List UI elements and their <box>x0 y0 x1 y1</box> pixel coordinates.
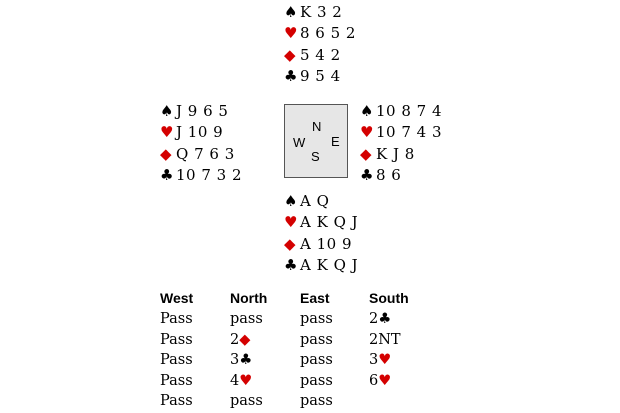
heart-icon: ♥ <box>378 352 392 368</box>
diamond-icon: ◆ <box>284 234 297 253</box>
east-hand <box>360 101 442 186</box>
diamond-icon: ◆ <box>160 144 173 163</box>
spade-icon: ♠ <box>360 102 374 120</box>
club-icon: ♣ <box>284 255 298 274</box>
east-spades: 10 8 7 4 <box>376 102 443 120</box>
spade-icon: ♠ <box>284 192 298 210</box>
bid-text: Pass <box>160 393 193 409</box>
west-clubs: 10 7 3 2 <box>176 165 243 184</box>
east-hearts: 10 7 4 3 <box>376 123 443 142</box>
south-clubs: A K Q J <box>300 255 359 274</box>
south-hand <box>284 191 358 276</box>
bid-text: pass <box>300 311 333 327</box>
header-north: North <box>230 290 268 306</box>
bid-text: Pass <box>160 372 193 389</box>
spade-icon: ♠ <box>160 102 174 120</box>
heart-icon: ♥ <box>160 123 174 142</box>
north-hand <box>284 2 356 87</box>
bid-west <box>160 332 193 348</box>
bid-south <box>369 352 391 368</box>
bid-north <box>230 332 250 348</box>
bid-east <box>300 373 333 389</box>
bid-text: 4 <box>230 372 240 389</box>
club-icon: ♣ <box>360 165 374 184</box>
bid-text: Pass <box>160 331 193 348</box>
compass-west: W <box>293 135 306 150</box>
bid-east <box>300 393 333 409</box>
diamond-icon: ◆ <box>239 331 251 348</box>
heart-icon: ♥ <box>378 372 392 389</box>
west-spades: J 9 6 5 <box>176 102 229 120</box>
bid-north <box>230 373 252 389</box>
header-east: East <box>300 290 330 306</box>
south-hearts: A K Q J <box>300 213 359 232</box>
north-diamonds: 5 4 2 <box>300 45 341 64</box>
bid-west <box>160 373 193 389</box>
south-spades: A Q <box>300 192 330 210</box>
bid-east <box>300 311 333 327</box>
bid-text: Pass <box>160 352 193 368</box>
bid-text: pass <box>300 331 333 348</box>
bid-south <box>369 332 401 348</box>
bid-text: pass <box>300 352 333 368</box>
bid-east <box>300 332 333 348</box>
heart-icon: ♥ <box>284 24 298 43</box>
header-south: South <box>369 290 409 306</box>
bid-west <box>160 393 193 409</box>
north-clubs: 9 5 4 <box>300 66 341 85</box>
west-hearts: J 10 9 <box>176 123 224 142</box>
north-spades: K 3 2 <box>300 3 343 21</box>
north-hearts: 8 6 5 2 <box>300 24 356 43</box>
bid-text: 2NT <box>369 331 401 348</box>
east-diamonds: K J 8 <box>376 144 415 163</box>
bid-text: pass <box>300 372 333 389</box>
club-icon: ♣ <box>239 352 253 368</box>
compass-north: N <box>312 119 322 134</box>
bid-text: Pass <box>160 311 193 327</box>
header-west: West <box>160 290 194 306</box>
bid-south <box>369 311 391 327</box>
bid-south <box>369 373 391 389</box>
bid-text: 2 <box>369 311 379 327</box>
bid-text: 2 <box>230 331 240 348</box>
south-diamonds: A 10 9 <box>300 234 352 253</box>
bid-north <box>230 311 263 327</box>
bid-text: pass <box>230 311 263 327</box>
diamond-icon: ◆ <box>360 144 373 163</box>
heart-icon: ♥ <box>284 213 298 232</box>
bid-east <box>300 352 333 368</box>
compass-south: S <box>311 149 320 164</box>
bid-text: pass <box>230 393 263 409</box>
heart-icon: ♥ <box>239 372 253 389</box>
heart-icon: ♥ <box>360 123 374 142</box>
diamond-icon: ◆ <box>284 45 297 64</box>
club-icon: ♣ <box>378 311 392 327</box>
compass-box <box>284 104 348 178</box>
bid-west <box>160 311 193 327</box>
west-hand <box>160 101 242 186</box>
west-diamonds: Q 7 6 3 <box>176 144 235 163</box>
bid-text: 6 <box>369 372 379 389</box>
bid-west <box>160 352 193 368</box>
bid-text: 3 <box>230 352 240 368</box>
club-icon: ♣ <box>160 165 174 184</box>
bid-text: pass <box>300 393 333 409</box>
club-icon: ♣ <box>284 66 298 85</box>
bid-north <box>230 393 263 409</box>
east-clubs: 8 6 <box>376 165 402 184</box>
bid-text: 3 <box>369 352 379 368</box>
compass-east: E <box>331 134 340 149</box>
spade-icon: ♠ <box>284 3 298 21</box>
bid-north <box>230 352 252 368</box>
